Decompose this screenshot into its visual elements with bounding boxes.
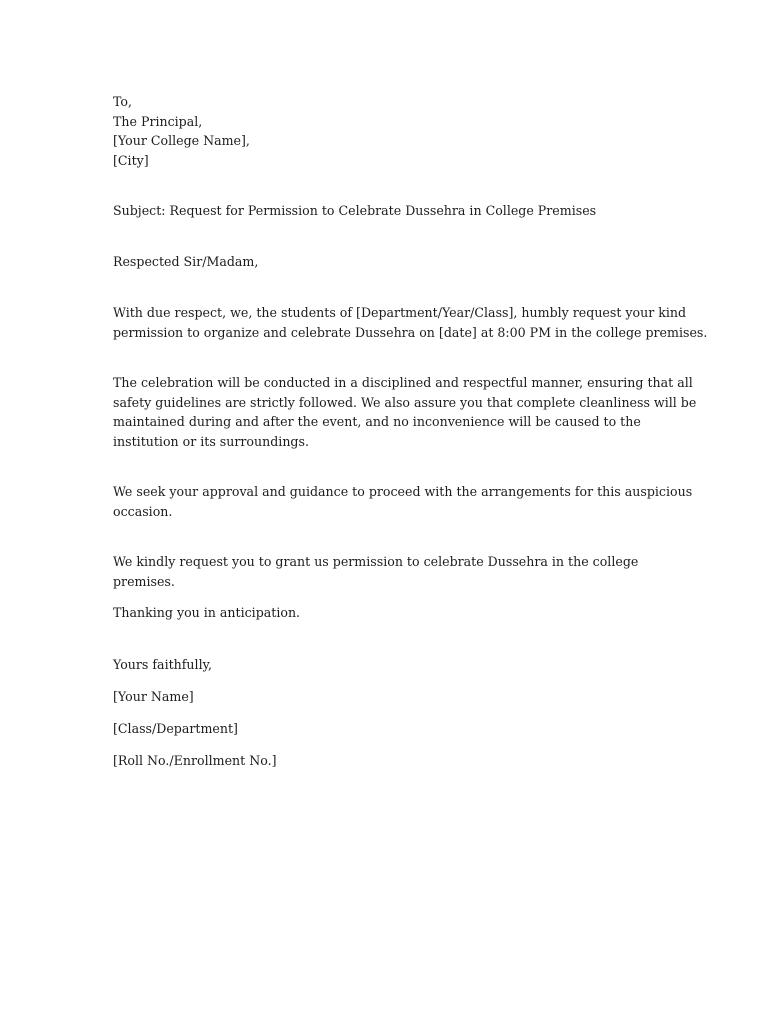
paragraph-line: institution or its surroundings. (113, 433, 309, 449)
salutation: Respected Sir/Madam, (113, 254, 259, 269)
paragraph-line: permission to organize and celebrate Dussehra on [date] at 8:00 PM in the college premises. (113, 324, 708, 340)
paragraph-request (113, 303, 708, 342)
address-line: To, (113, 94, 133, 109)
sender-class-department: [Class/Department] (113, 721, 238, 736)
address-line: [City] (113, 152, 149, 168)
sender-roll-number: [Roll No./Enrollment No.] (113, 753, 277, 768)
sender-name: [Your Name] (113, 689, 194, 704)
paragraph-line: maintained during and after the event, and no inconvenience will be caused to the (113, 414, 641, 429)
address-line: [Your College Name], (113, 133, 250, 148)
paragraph-line: We seek your approval and guidance to proceed with the arrangements for this auspicious (113, 484, 693, 499)
paragraph-assurance (113, 373, 697, 451)
thanks-line: Thanking you in anticipation. (113, 605, 301, 620)
recipient-address (113, 92, 673, 170)
paragraph-line: The celebration will be conducted in a disciplined and respectful manner, ensuring that all (113, 375, 693, 390)
paragraph-line: safety guidelines are strictly followed. We also assure you that complete cleanliness will be (113, 394, 697, 410)
paragraph-permission: We kindly request you to grant us permission to celebrate Dussehra in the college premises. (113, 554, 639, 589)
paragraph-approval (113, 482, 693, 521)
paragraph-line: With due respect, we, the students of [Department/Year/Class], humbly request your kind (113, 305, 687, 320)
paragraph-line: occasion. (113, 503, 173, 519)
subject-line: Subject: Request for Permission to Celebrate Dussehra in College Premises (113, 203, 597, 218)
address-line: The Principal, (113, 113, 203, 129)
closing-line: Yours faithfully, (113, 657, 213, 672)
